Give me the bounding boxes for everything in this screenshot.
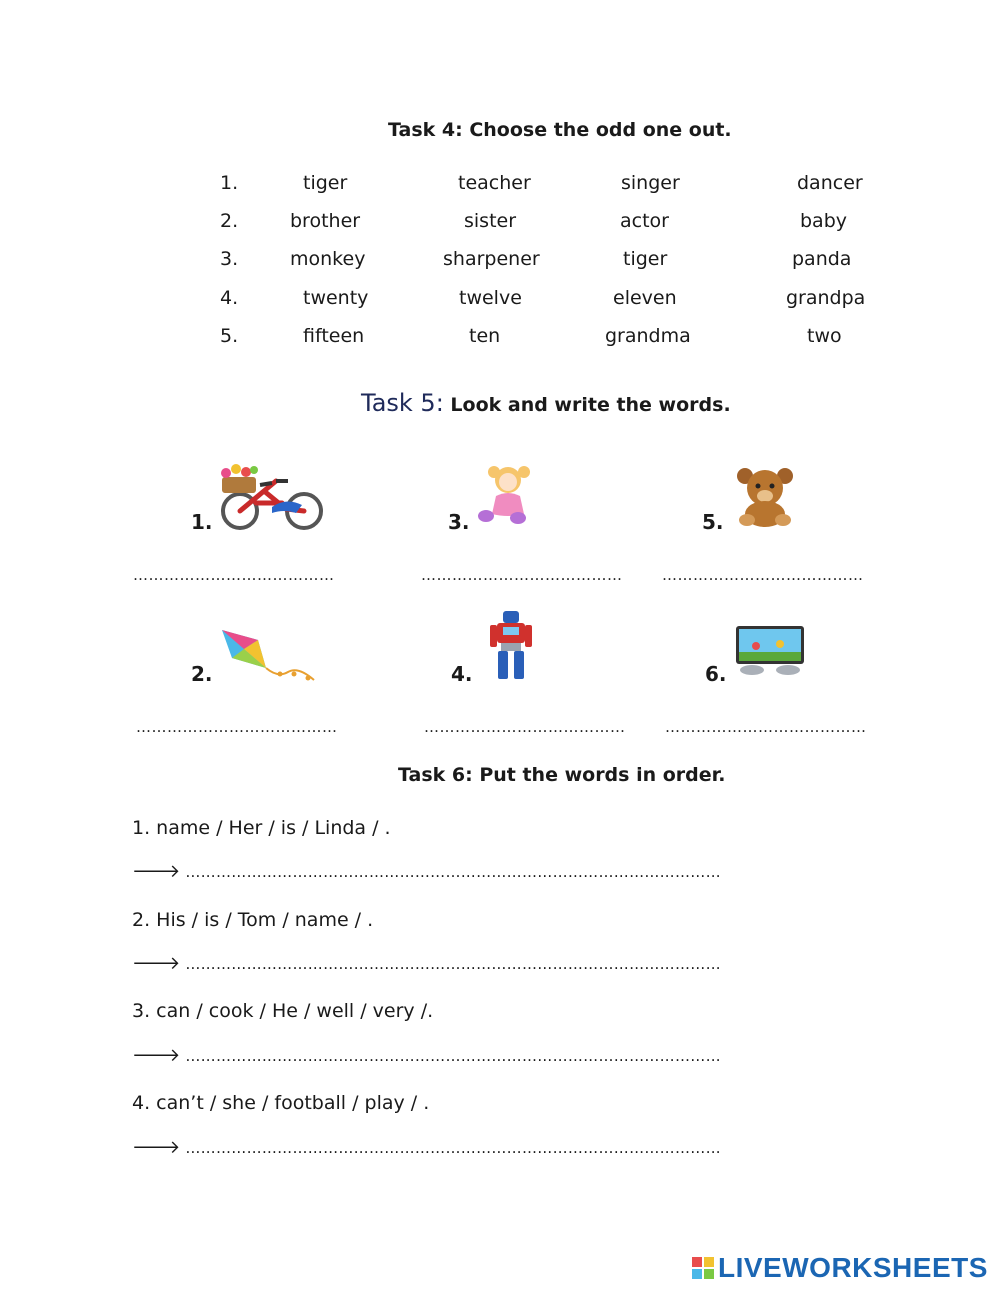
question-line: 1. name / Her / is / Linda / . <box>132 817 391 839</box>
word-option[interactable]: baby <box>800 210 848 232</box>
bicycle-icon <box>216 463 328 531</box>
row-number: 4. <box>220 287 239 309</box>
word-option[interactable]: actor <box>620 210 669 232</box>
answer-line[interactable]: ………………………………… <box>133 566 335 584</box>
word-option[interactable]: brother <box>290 210 361 232</box>
arrow-icon: 🡒 <box>132 861 181 882</box>
answer-line[interactable]: ………………………………… <box>136 718 338 736</box>
word-option[interactable]: grandpa <box>786 287 866 309</box>
answer-line[interactable]: …………………………………………………………………………………………… <box>185 955 721 973</box>
answer-line[interactable]: …………………………………………………………………………………………… <box>185 1047 721 1065</box>
arrow-icon: 🡒 <box>132 1137 181 1158</box>
task6-title: Task 6: Put the words in order. <box>398 764 726 786</box>
question-line: 2. His / is / Tom / name / . <box>132 909 374 931</box>
task5-title-big: Task 5: <box>361 389 444 417</box>
task5-title <box>361 389 731 417</box>
video-game-icon <box>734 624 806 676</box>
word-option[interactable]: eleven <box>613 287 677 309</box>
answer-row <box>132 1137 721 1158</box>
arrow-icon: 🡒 <box>132 953 181 974</box>
picture-number: 1. <box>191 510 213 534</box>
row-number: 3. <box>220 248 239 270</box>
picture-number: 4. <box>451 662 473 686</box>
doll-icon <box>474 462 540 526</box>
liveworksheets-logo <box>692 1252 988 1284</box>
logo-text: LIVEWORKSHEETS <box>718 1252 988 1283</box>
task5-title-small: Look and write the words. <box>450 394 731 416</box>
word-option[interactable]: teacher <box>458 172 531 194</box>
word-option[interactable]: panda <box>792 248 852 270</box>
word-option[interactable]: tiger <box>303 172 348 194</box>
question-line: 3. can / cook / He / well / very /. <box>132 1000 434 1022</box>
word-option[interactable]: two <box>807 325 842 347</box>
picture-number: 2. <box>191 662 213 686</box>
robot-icon <box>488 609 534 681</box>
answer-line[interactable]: ………………………………… <box>665 718 867 736</box>
answer-line[interactable]: ………………………………… <box>662 566 864 584</box>
word-option[interactable]: sharpener <box>443 248 540 270</box>
row-number: 5. <box>220 325 239 347</box>
answer-line[interactable]: …………………………………………………………………………………………… <box>185 1139 721 1157</box>
answer-line[interactable]: …………………………………………………………………………………………… <box>185 863 721 881</box>
word-option[interactable]: monkey <box>290 248 366 270</box>
answer-row <box>132 953 721 974</box>
picture-number: 3. <box>448 510 470 534</box>
arrow-icon: 🡒 <box>132 1045 181 1066</box>
answer-row <box>132 1045 721 1066</box>
kite-icon <box>218 628 318 684</box>
word-option[interactable]: singer <box>621 172 680 194</box>
answer-row <box>132 861 721 882</box>
word-option[interactable]: dancer <box>797 172 863 194</box>
picture-number: 5. <box>702 510 724 534</box>
answer-line[interactable]: ………………………………… <box>424 718 626 736</box>
word-option[interactable]: grandma <box>605 325 691 347</box>
word-option[interactable]: tiger <box>623 248 668 270</box>
row-number: 1. <box>220 172 239 194</box>
teddy-bear-icon <box>733 466 797 528</box>
word-option[interactable]: sister <box>464 210 517 232</box>
word-option[interactable]: ten <box>469 325 501 347</box>
question-line: 4. can’t / she / football / play / . <box>132 1092 430 1114</box>
logo-mark-icon <box>692 1257 714 1279</box>
task4-title: Task 4: Choose the odd one out. <box>388 119 732 141</box>
row-number: 2. <box>220 210 239 232</box>
word-option[interactable]: fifteen <box>303 325 365 347</box>
word-option[interactable]: twelve <box>459 287 522 309</box>
word-option[interactable]: twenty <box>303 287 369 309</box>
picture-number: 6. <box>705 662 727 686</box>
answer-line[interactable]: ………………………………… <box>421 566 623 584</box>
